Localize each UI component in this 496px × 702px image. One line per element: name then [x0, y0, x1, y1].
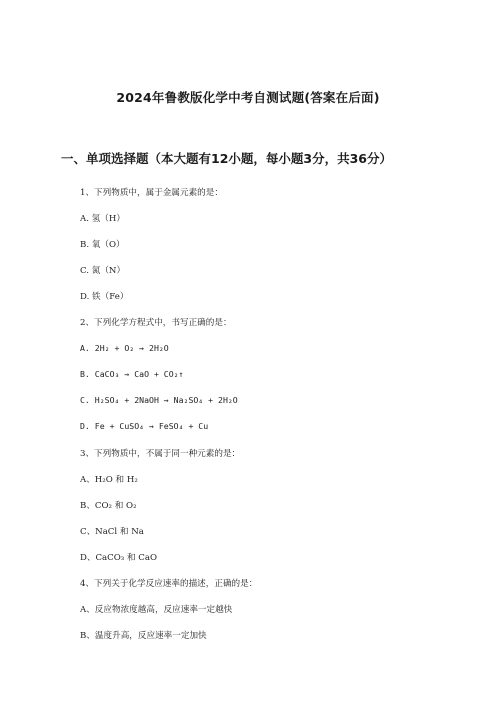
- question-1-option-b: B. 氧（O）: [80, 240, 125, 250]
- question-2-option-d: D. Fe + CuSO₄ → FeSO₄ + Cu: [80, 421, 209, 431]
- question-2-option-a: A. 2H₂ + O₂ → 2H₂O: [80, 343, 169, 353]
- question-1-stem: 1、下列物质中，属于金属元素的是：: [80, 188, 223, 198]
- question-1-option-c: C. 氮（N）: [80, 266, 126, 276]
- question-2-stem: 2、下列化学方程式中，书写正确的是：: [80, 318, 232, 328]
- question-2-option-c: C. H₂SO₄ + 2NaOH → Na₂SO₄ + 2H₂O: [80, 395, 238, 405]
- question-3-option-a: A、H₂O 和 H₂: [80, 475, 138, 485]
- question-1-option-d: D. 铁（Fe）: [80, 292, 129, 302]
- question-3-option-c: C、NaCl 和 Na: [80, 527, 144, 537]
- question-1-option-a: A. 氢（H）: [80, 214, 125, 224]
- question-3-option-b: B、CO₂ 和 O₂: [80, 501, 137, 511]
- document-title: 2024年鲁教版化学中考自测试题(答案在后面): [116, 90, 380, 105]
- question-4-stem: 4、下列关于化学反应速率的描述，正确的是：: [80, 579, 258, 589]
- section-heading: 一、单项选择题（本大题有12小题，每小题3分，共36分）: [61, 151, 392, 166]
- question-3-option-d: D、CaCO₃ 和 CaO: [80, 553, 158, 563]
- question-4-option-a: A、反应物浓度越高，反应速率一定越快: [80, 605, 233, 615]
- question-4-option-b: B、温度升高，反应速率一定加快: [80, 631, 207, 641]
- question-2-option-b: B. CaCO₃ → CaO + CO₂↑: [80, 369, 184, 379]
- question-3-stem: 3、下列物质中，不属于同一种元素的是：: [80, 449, 241, 459]
